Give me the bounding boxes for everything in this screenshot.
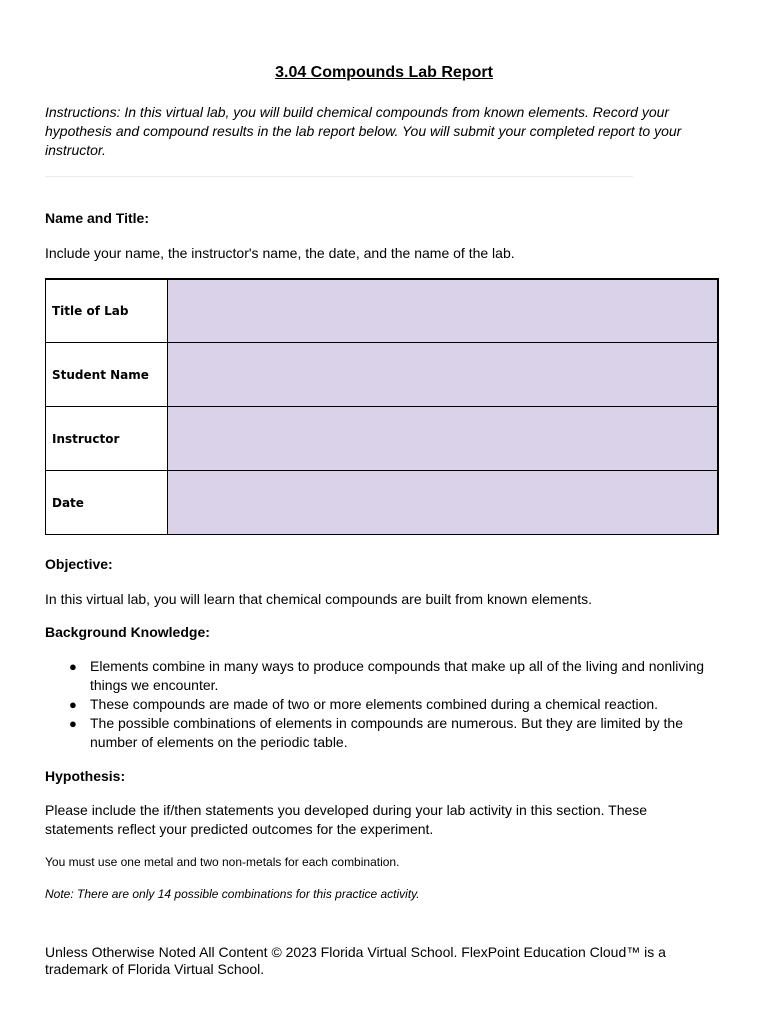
bullet-icon: ● <box>69 697 77 712</box>
list-item: ● Elements combine in many ways to produce compounds that make up all of the living and nonliving things we encounter. <box>69 658 705 693</box>
title-of-lab-field[interactable] <box>168 279 719 343</box>
date-label: Date <box>46 471 168 535</box>
table-row <box>46 343 719 407</box>
hypothesis-note: Note: There are only 14 possible combinations for this practice activity. <box>45 887 420 901</box>
table-row <box>46 471 719 535</box>
instructor-field[interactable] <box>168 407 719 471</box>
background-heading: Background Knowledge: <box>45 624 210 640</box>
info-table <box>45 278 719 535</box>
divider <box>45 176 633 177</box>
student-name-field[interactable] <box>168 343 719 407</box>
background-list <box>45 657 717 752</box>
list-item: ● These compounds are made of two or more elements combined during a chemical reaction. <box>69 696 659 712</box>
list-item: ● The possible combinations of elements in compounds are numerous. But they are limited by the number of elements on the periodic table. <box>69 715 683 750</box>
hypothesis-rule: You must use one metal and two non-metals for each combination. <box>45 855 400 869</box>
student-name-label: Student Name <box>46 343 168 407</box>
name-title-heading: Name and Title: <box>45 210 149 226</box>
objective-text: In this virtual lab, you will learn that chemical compounds are built from known elements. <box>45 591 593 607</box>
table-row <box>46 407 719 471</box>
instructor-label: Instructor <box>46 407 168 471</box>
objective-heading: Objective: <box>45 556 113 572</box>
copyright-footer: Unless Otherwise Noted All Content © 2023 Florida Virtual School. FlexPoint Education Cloud™ is a trademark of Florida Virtual School. <box>45 944 666 977</box>
instructions-text: Instructions: In this virtual lab, you will build chemical compounds from known elements. Record your hypothesis and compound results in the lab report below. You will submit your completed report to your instructor. <box>45 104 682 158</box>
hypothesis-text: Please include the if/then statements you developed during your lab activity in this section. These statements reflect your predicted outcomes for the experiment. <box>45 802 648 837</box>
title-of-lab-label: Title of Lab <box>46 279 168 343</box>
name-title-instructions: Include your name, the instructor's name, the date, and the name of the lab. <box>45 245 515 261</box>
table-row <box>46 279 719 343</box>
bullet-icon: ● <box>69 659 77 674</box>
bullet-icon: ● <box>69 716 77 731</box>
hypothesis-heading: Hypothesis: <box>45 768 126 784</box>
page-title: 3.04 Compounds Lab Report <box>275 64 493 81</box>
date-field[interactable] <box>168 471 719 535</box>
